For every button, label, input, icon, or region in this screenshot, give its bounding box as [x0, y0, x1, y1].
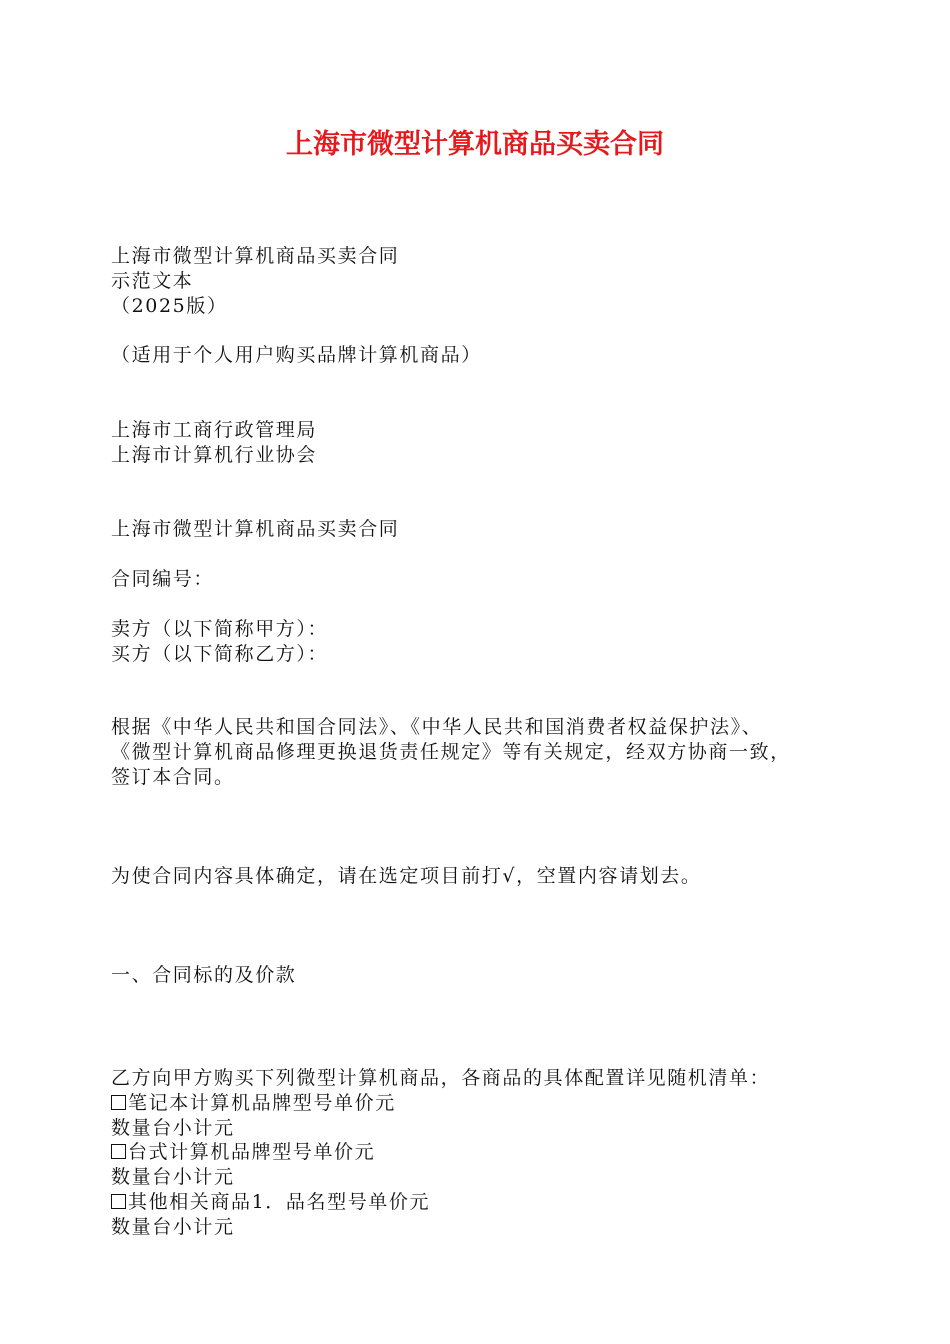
seller-label: 卖方（以下简称甲方）：: [111, 618, 329, 640]
contract-number-label: 合同编号：: [111, 568, 215, 590]
cover-scope: （适用于个人用户购买品牌计算机商品）: [111, 344, 482, 366]
contract-name: 上海市微型计算机商品买卖合同: [111, 518, 400, 540]
cover-subtitle: 示范文本: [111, 270, 194, 292]
cover-name: 上海市微型计算机商品买卖合同: [111, 245, 400, 267]
preamble-line-1: 根据《中华人民共和国合同法》、《中华人民共和国消费者权益保护法》、: [111, 716, 763, 738]
item-laptop-label: 笔记本计算机品牌型号单价元: [128, 1092, 396, 1114]
item-laptop: [111, 1091, 396, 1116]
item-other-label: 其他相关商品1．品名型号单价元: [128, 1191, 431, 1213]
document-title: 上海市微型计算机商品买卖合同: [286, 129, 664, 160]
section-1-intro: 乙方向甲方购买下列微型计算机商品，各商品的具体配置详见随机清单：: [111, 1067, 771, 1089]
section-1-heading: 一、合同标的及价款: [111, 964, 297, 986]
cover-edition: （2025版）: [111, 295, 228, 317]
item-laptop-detail: 数量台小计元: [111, 1117, 235, 1139]
preamble-line-2: 《微型计算机商品修理更换退货责任规定》等有关规定，经双方协商一致，: [111, 741, 791, 763]
checkbox-laptop[interactable]: [111, 1095, 126, 1110]
buyer-label: 买方（以下简称乙方）：: [111, 643, 329, 665]
item-desktop: [111, 1140, 375, 1165]
issuer-association: 上海市计算机行业协会: [111, 444, 318, 466]
checkbox-other[interactable]: [111, 1194, 126, 1209]
issuer-bureau: 上海市工商行政管理局: [111, 419, 318, 441]
item-desktop-label: 台式计算机品牌型号单价元: [128, 1141, 376, 1163]
instruction-text: 为使合同内容具体确定，请在选定项目前打√，空置内容请划去。: [111, 865, 702, 887]
item-other: [111, 1190, 430, 1215]
item-desktop-detail: 数量台小计元: [111, 1166, 235, 1188]
item-other-detail: 数量台小计元: [111, 1216, 235, 1238]
preamble-line-3: 签订本合同。: [111, 766, 235, 788]
checkbox-desktop[interactable]: [111, 1144, 126, 1159]
